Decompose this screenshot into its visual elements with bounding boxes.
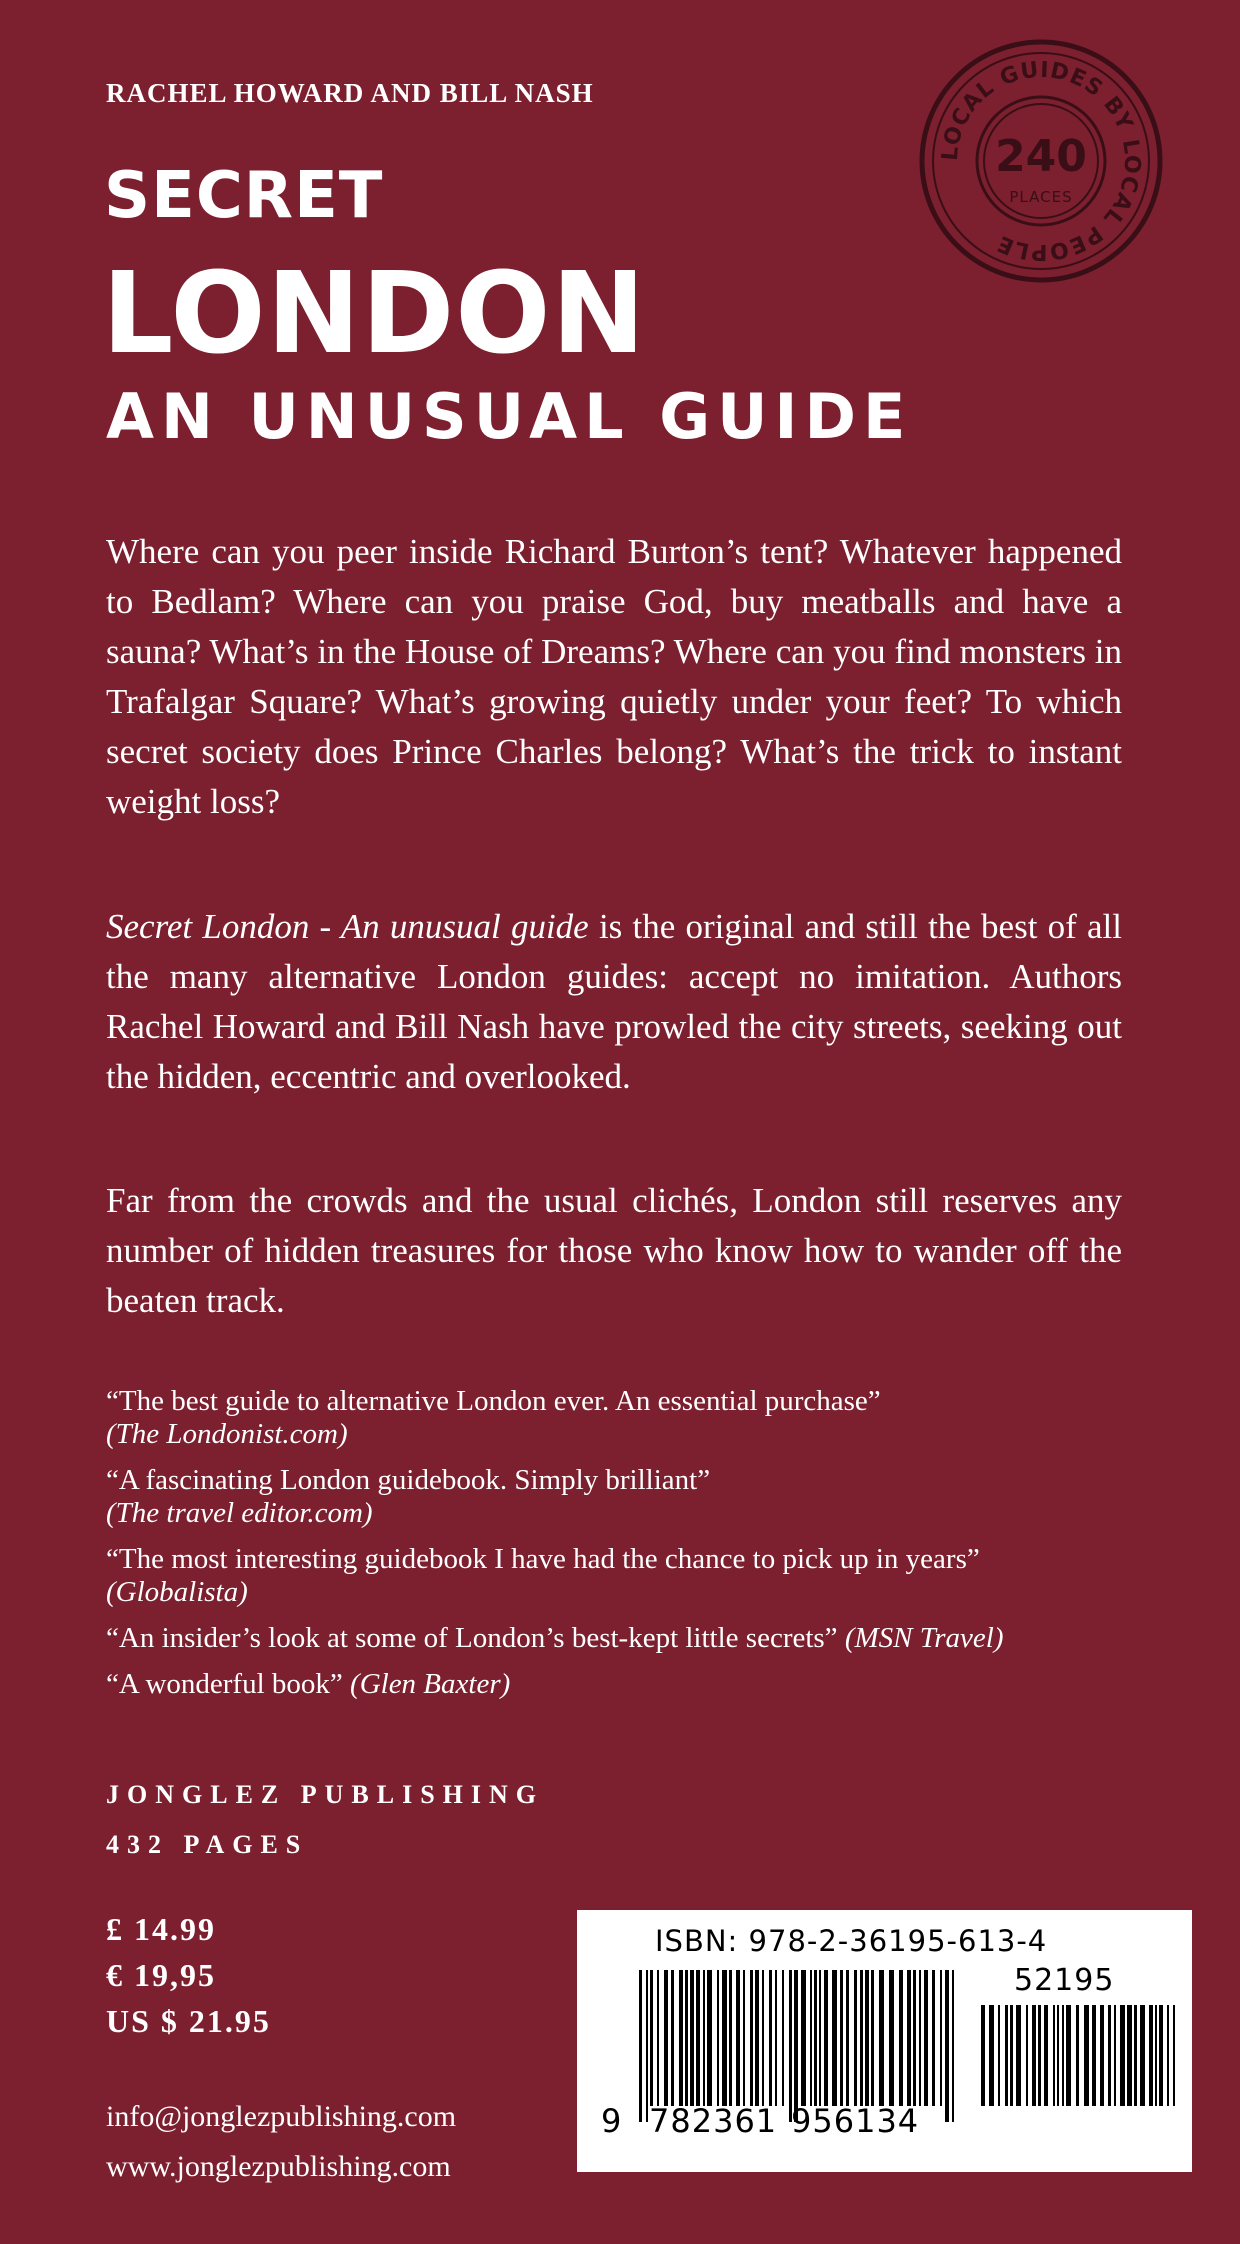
publisher: JONGLEZ PUBLISHING (106, 1780, 545, 1809)
barcode-bar (1010, 2005, 1013, 2106)
barcode-bar (824, 1970, 828, 2106)
quote-source: (The Londonist.com) (106, 1418, 348, 1450)
barcode-bar (1134, 2005, 1137, 2106)
barcode-bar (1084, 2005, 1089, 2106)
blurb-paragraph-3: Far from the crowds and the usual clichés, London still reserves any number of hidden treasures for those who know how to wander off the beaten track. (106, 1181, 1122, 1320)
barcode-bar (1159, 2005, 1163, 2106)
quote-source: (Globalista) (106, 1576, 248, 1608)
barcode-bar (1140, 2005, 1145, 2106)
price-gbp: £ 14.99 (106, 1911, 216, 1947)
website-link[interactable]: www.jonglezpublishing.com (106, 2150, 451, 2183)
barcode-bar (998, 2005, 1000, 2106)
quote-text: “The best guide to alternative London ever. An essential purchase” (106, 1385, 881, 1417)
barcode-bar (832, 1970, 837, 2106)
barcode-bar (657, 1970, 659, 2106)
barcode-bar (913, 1970, 916, 2106)
stamp-number: 240 (995, 131, 1087, 182)
barcode-bar (736, 1970, 740, 2106)
barcode-panel (577, 1910, 1192, 2172)
barcode-bar (924, 1970, 928, 2106)
barcode-bar (650, 1970, 653, 2106)
barcode-bar (907, 1970, 911, 2106)
prices (106, 1906, 271, 2044)
barcode-bar (690, 1970, 694, 2106)
quote-source: (Glen Baxter) (350, 1668, 511, 1700)
press-quote (106, 1464, 1126, 1530)
barcode-bar (1100, 2005, 1104, 2106)
barcode-bar (945, 1970, 949, 2122)
barcode-bar (981, 2005, 985, 2106)
barcode-bar (840, 1970, 843, 2106)
page-count: 432 PAGES (106, 1830, 309, 1859)
barcode-bar (814, 1970, 817, 2106)
barcode-bar (782, 1970, 784, 2106)
barcode-digits-right: 956134 (791, 2102, 920, 2140)
press-quote (106, 1385, 1126, 1451)
contact-info (106, 2092, 456, 2192)
press-quote (106, 1543, 1126, 1609)
press-quotes (106, 1385, 1126, 1714)
barcode-bar (1026, 2005, 1028, 2106)
local-guides-stamp-icon (918, 38, 1164, 284)
quote-text: “The most interesting guidebook I have had the chance to pick up in years” (106, 1543, 980, 1575)
barcode-bar (1120, 2005, 1125, 2106)
barcode-bar (664, 1970, 668, 2106)
barcode-bar (750, 1970, 753, 2106)
barcode-bar (755, 1970, 759, 2106)
barcode-bar (860, 1970, 863, 2106)
barcode-bar (1066, 2005, 1071, 2106)
barcode-bar (685, 1970, 688, 2106)
barcode-digit-first: 9 (601, 2102, 622, 2140)
barcode-bar (717, 1970, 719, 2106)
title-subtitle: AN UNUSUAL GUIDE (106, 380, 913, 453)
quote-source: (MSN Travel) (844, 1622, 1004, 1654)
barcode-bar (646, 1970, 648, 2122)
barcode-bar (743, 1970, 745, 2106)
barcode-bar (846, 1970, 849, 2106)
quote-text: “An insider’s look at some of London’s best-kept little secrets” (106, 1622, 838, 1654)
barcode-bar (865, 1970, 869, 2106)
barcode-bar (919, 1970, 921, 2106)
book-title-italic: Secret London - An unusual guide (106, 907, 589, 946)
blurb-paragraph-2 (106, 902, 1122, 1102)
barcode-bar (889, 1970, 894, 2106)
barcode-bar (1127, 2005, 1132, 2106)
barcode-bar (1057, 2005, 1059, 2106)
barcode-bar (1032, 2005, 1036, 2106)
barcode-bar (1038, 2005, 1041, 2106)
barcode-bar (703, 1970, 705, 2106)
barcode-addon-digits: 52195 (1014, 1963, 1115, 1998)
barcode-bar (762, 1970, 764, 2106)
barcode-bar (769, 1970, 772, 2106)
barcode-bar (810, 1970, 812, 2106)
price-eur: € 19,95 (106, 1957, 216, 1993)
stamp-places: PLACES (1009, 188, 1073, 206)
barcode-bar (696, 1970, 700, 2106)
barcode-bar (1114, 2005, 1116, 2106)
press-quote (106, 1622, 1126, 1655)
quote-source: (The travel editor.com) (106, 1497, 373, 1529)
barcode-bar (1092, 2005, 1096, 2106)
barcode-bar (679, 1970, 683, 2106)
barcode-bar (1044, 2005, 1048, 2106)
barcode-bar (1053, 2005, 1055, 2106)
barcode-bar (729, 1970, 732, 2106)
quote-text: “A fascinating London guidebook. Simply brilliant” (106, 1464, 711, 1496)
isbn: ISBN: 978-2-36195-613-4 (655, 1924, 1048, 1958)
barcode-bar (1005, 2005, 1008, 2106)
stamp-ring-text: LOCAL GUIDES BY LOCAL PEOPLE (937, 57, 1145, 265)
barcode-bar (1149, 2005, 1153, 2106)
title-secret: SECRET (104, 159, 384, 233)
email-link[interactable]: info@jonglezpublishing.com (106, 2100, 457, 2133)
barcode-bar (940, 1970, 942, 2106)
barcode-bar (707, 1970, 712, 2106)
barcode-bar (1062, 2005, 1064, 2106)
blurb-paragraph-2-text: is the original and still the best of all the many alternative London guides: accept no imitation. Authors Rachel Howard and Bill Nash have prowled the city streets, seeking out the hidden, eccentric and overlooked. (106, 907, 1123, 1096)
barcode-bar (989, 2005, 994, 2106)
barcode-bar (871, 1970, 874, 2106)
barcode-bar (722, 1970, 727, 2106)
title-london: LONDON (102, 249, 647, 379)
barcode-bar (879, 1970, 884, 2106)
price-usd: US $ 21.95 (106, 2003, 271, 2039)
barcode-bar (1167, 2005, 1169, 2106)
quote-text: “A wonderful book” (106, 1668, 343, 1700)
barcode-bar (952, 1970, 954, 2122)
barcode-bar (819, 1970, 821, 2106)
barcode-bar (671, 1970, 674, 2106)
barcode-bar (932, 1970, 935, 2106)
barcode-bar (1016, 2005, 1021, 2106)
press-quote (106, 1668, 1126, 1701)
barcode-bar (854, 1970, 857, 2106)
barcode-bar (789, 1970, 792, 2122)
barcode-digits-left: 782361 (649, 2102, 778, 2140)
authors: RACHEL HOWARD AND BILL NASH (106, 78, 594, 108)
barcode-bar (1155, 2005, 1157, 2106)
barcode-bar (1173, 2005, 1175, 2106)
blurb-paragraph-1: Where can you peer inside Richard Burton’s tent? Whatever happened to Bedlam? Where can you praise God, buy meatballs and have a sauna? What’s in the House of Dreams? Where can you find monsters in Trafalgar Square? What’s growing quietly under your feet? To which secret society does Prince Charles belong? What’s the trick to instant weight loss? (106, 532, 1122, 821)
barcode-bar (794, 1970, 798, 2122)
barcode-bar (1108, 2005, 1111, 2106)
barcode-bar (775, 1970, 777, 2106)
barcode-bar (801, 1970, 806, 2106)
barcode-bar (639, 1970, 642, 2122)
barcode-bar (899, 1970, 903, 2106)
barcode-bar (1076, 2005, 1079, 2106)
